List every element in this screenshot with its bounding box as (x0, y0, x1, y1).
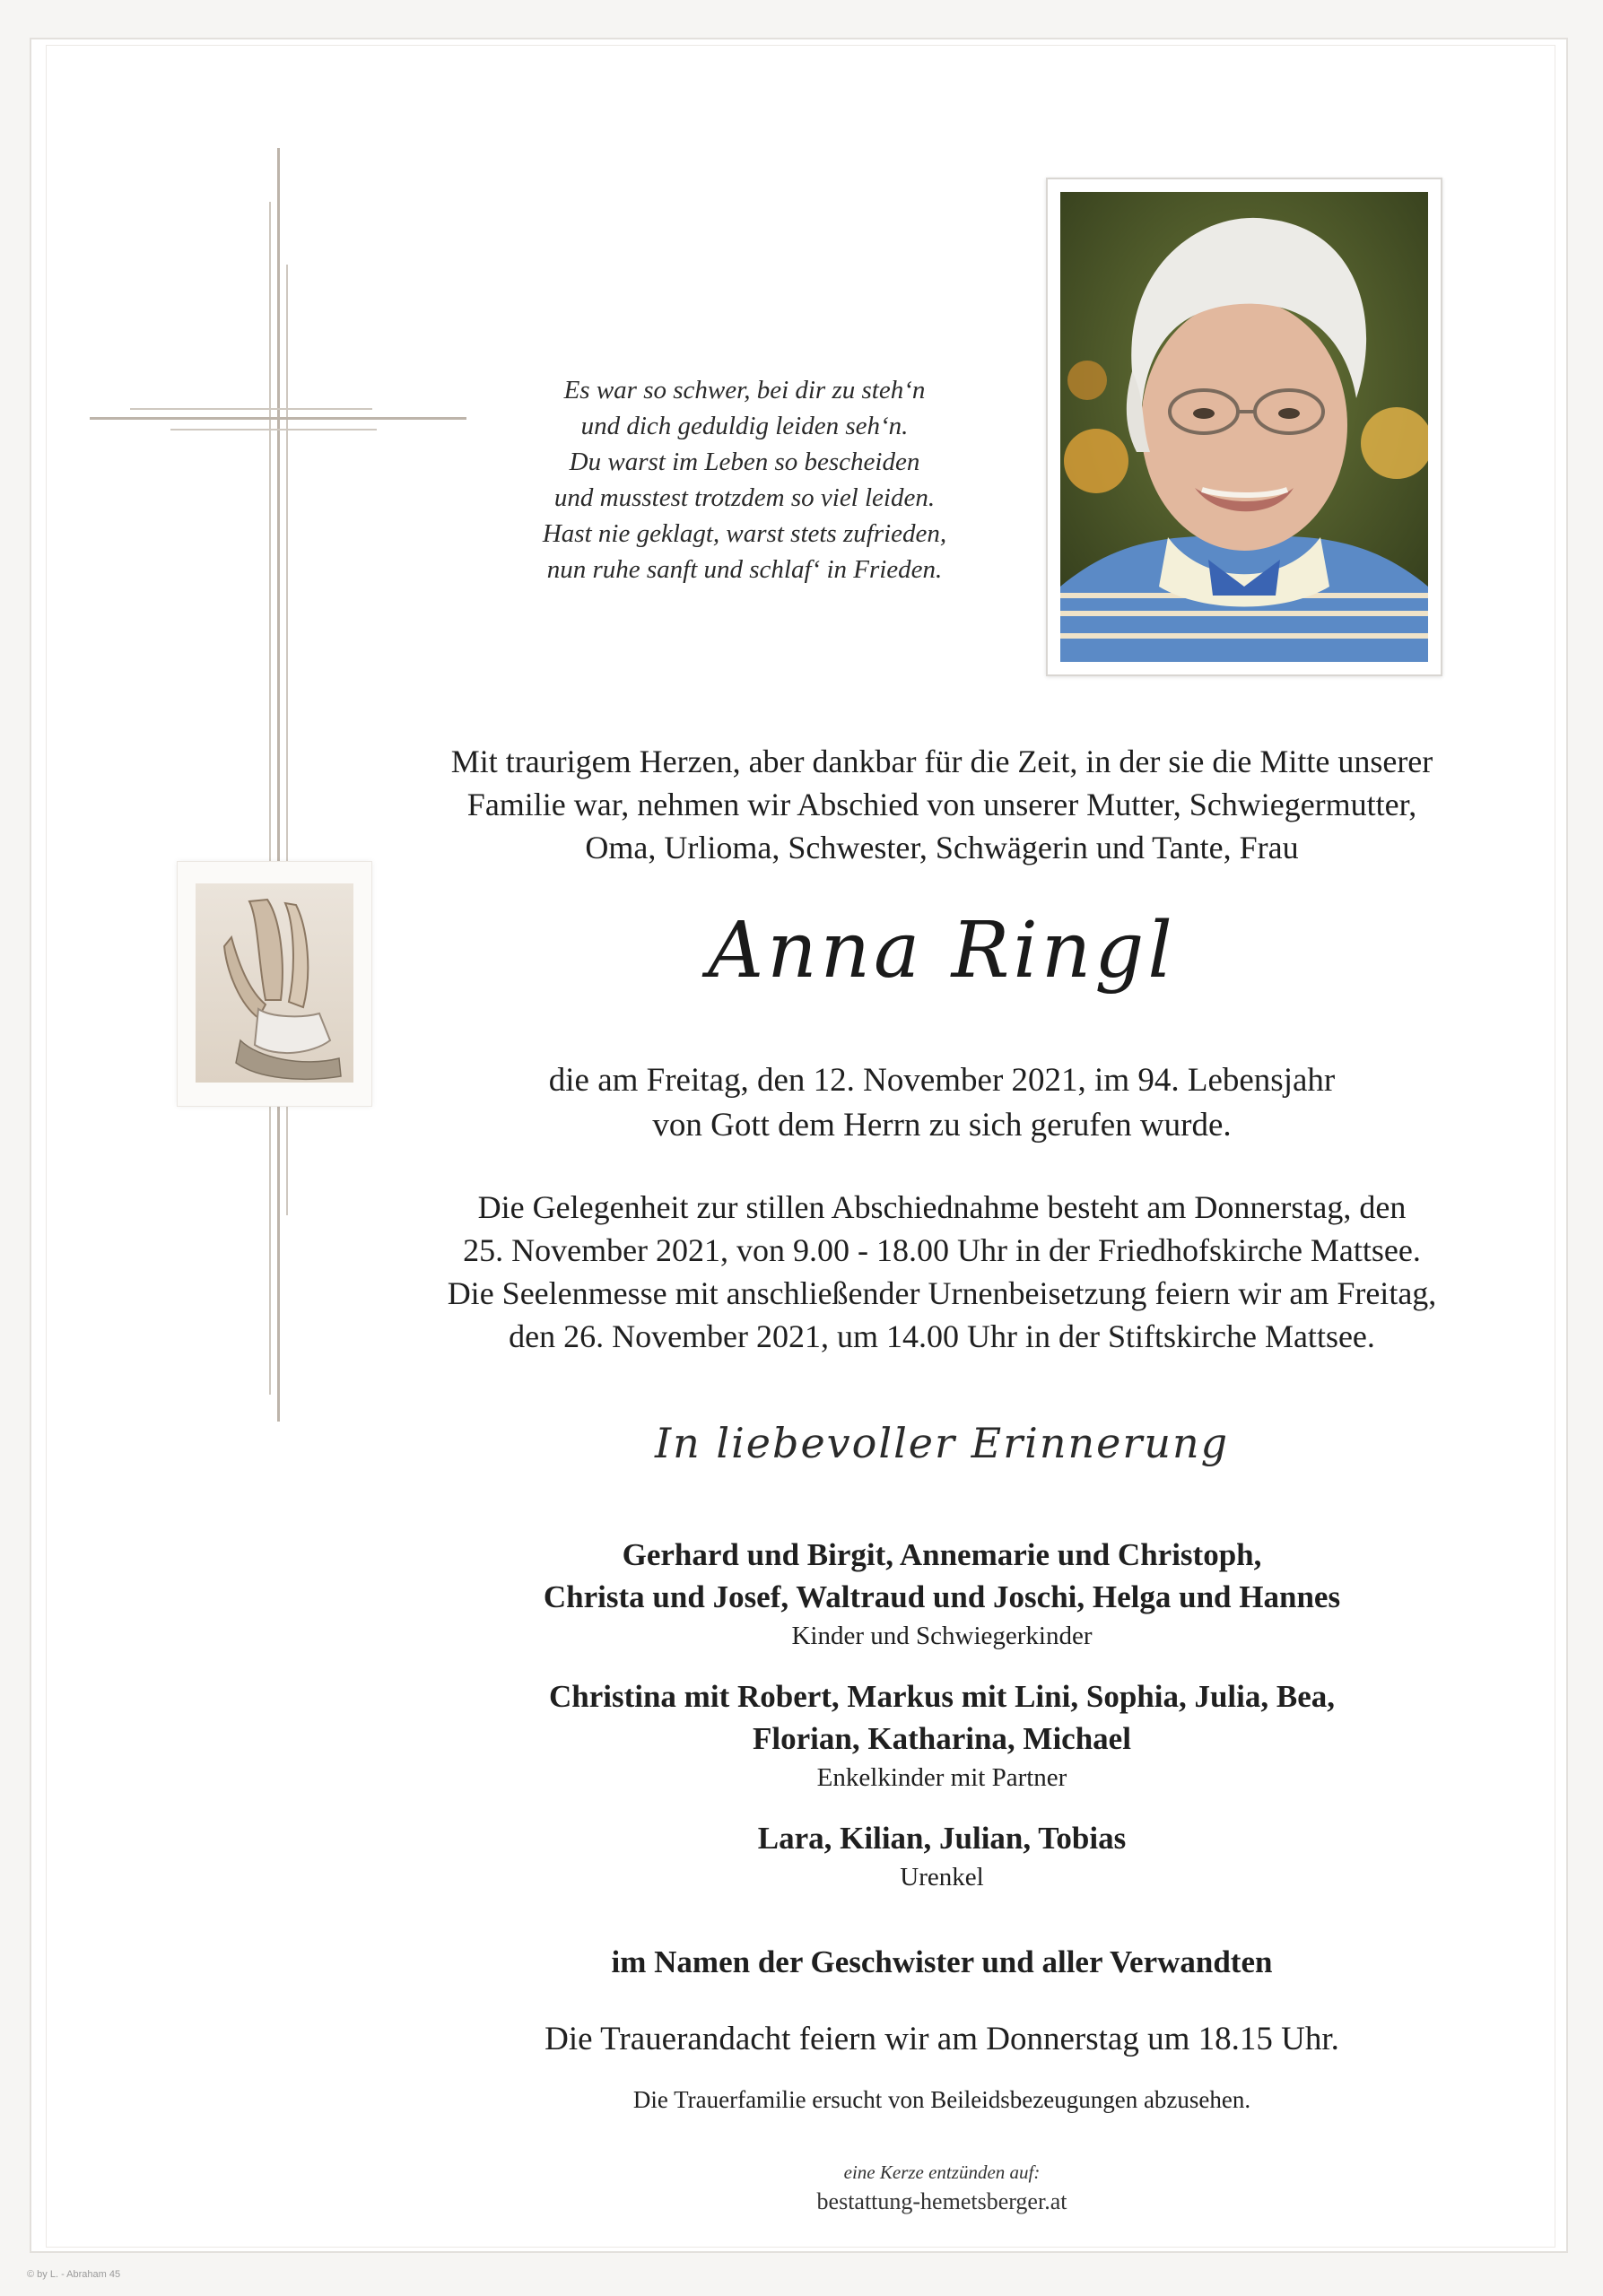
ceremony-line: den 26. November 2021, um 14.00 Uhr in der Stiftskirche Mattsee. (509, 1318, 1375, 1354)
family-role: Kinder und Schwiegerkinder (791, 1622, 1093, 1650)
candle-label: eine Kerze entzünden auf: (843, 2161, 1041, 2183)
family-names: Lara, Kilian, Julian, Tobias (757, 1821, 1127, 1856)
condolence-note (359, 2078, 1525, 2121)
ceremony-line: Die Gelegenheit zur stillen Abschiednahme besteht am Donnerstag, den (477, 1189, 1407, 1225)
family-role: Urenkel (900, 1863, 984, 1892)
ceremony-details (359, 1186, 1525, 1358)
portrait-photo (1060, 192, 1428, 662)
family-group-children (359, 1534, 1525, 1654)
family-role: Enkelkinder mit Partner (816, 1763, 1067, 1792)
death-line: von Gott dem Herrn zu sich gerufen wurde. (652, 1107, 1232, 1144)
prayer-text: Die Trauerandacht feiern wir am Donnerstag um 18.15 Uhr. (544, 2021, 1339, 2057)
intro-line: Familie war, nehmen wir Abschied von unserer Mutter, Schwiegermutter, (466, 787, 1417, 822)
intro-paragraph (359, 740, 1525, 869)
family-names: Christa und Josef, Waltraud und Joschi, Helga und Hannes (543, 1579, 1341, 1614)
prayer-line (359, 2018, 1525, 2061)
poem-line: Hast nie geklagt, warst stets zufrieden, (542, 519, 947, 548)
relatives-line (359, 1941, 1525, 1984)
condolence-text: Die Trauerfamilie ersucht von Beileidsbezeugungen abzusehen. (632, 2086, 1251, 2113)
relatives-text: im Namen der Geschwister und aller Verwandten (611, 1944, 1273, 1979)
poem (466, 372, 1023, 587)
death-statement (359, 1058, 1525, 1148)
family-group-grandchildren (359, 1675, 1525, 1796)
praying-hands-picture (177, 861, 372, 1107)
family-names: Gerhard und Birgit, Annemarie und Christoph, (622, 1537, 1262, 1572)
intro-line: Oma, Urlioma, Schwester, Schwägerin und Tante, Frau (585, 830, 1299, 865)
website-link[interactable]: bestattung-hemetsberger.at (816, 2188, 1067, 2214)
intro-line: Mit traurigem Herzen, aber dankbar für die Zeit, in der sie die Mitte unserer (450, 744, 1433, 779)
praying-hands-icon (196, 883, 353, 1083)
poem-line: nun ruhe sanft und schlaf‘ in Frieden. (546, 555, 943, 584)
copyright-note: © by L. - Abraham 45 (27, 2269, 121, 2280)
ceremony-line: Die Seelenmesse mit anschließender Urnenbeisetzung feiern wir am Freitag, (447, 1275, 1437, 1311)
portrait-frame (1046, 178, 1442, 676)
family-group-great-grandchildren (359, 1817, 1525, 1895)
ceremony-line: 25. November 2021, von 9.00 - 18.00 Uhr in der Friedhofskirche Mattsee. (463, 1232, 1421, 1268)
death-line: die am Freitag, den 12. November 2021, im 94. Lebensjahr (548, 1062, 1336, 1099)
poem-line: Es war so schwer, bei dir zu steh‘n (563, 376, 926, 404)
deceased-name: Anna Ringl (708, 906, 1176, 996)
memory-heading: In liebevoller Erinnerung (654, 1419, 1230, 1467)
family-names: Florian, Katharina, Michael (753, 1721, 1131, 1756)
poem-line: und musstest trotzdem so viel leiden. (553, 483, 936, 512)
family-names: Christina mit Robert, Markus mit Lini, Sophia, Julia, Bea, (548, 1679, 1336, 1714)
poem-line: und dich geduldig leiden seh‘n. (580, 412, 909, 440)
poem-line: Du warst im Leben so bescheiden (569, 448, 920, 476)
